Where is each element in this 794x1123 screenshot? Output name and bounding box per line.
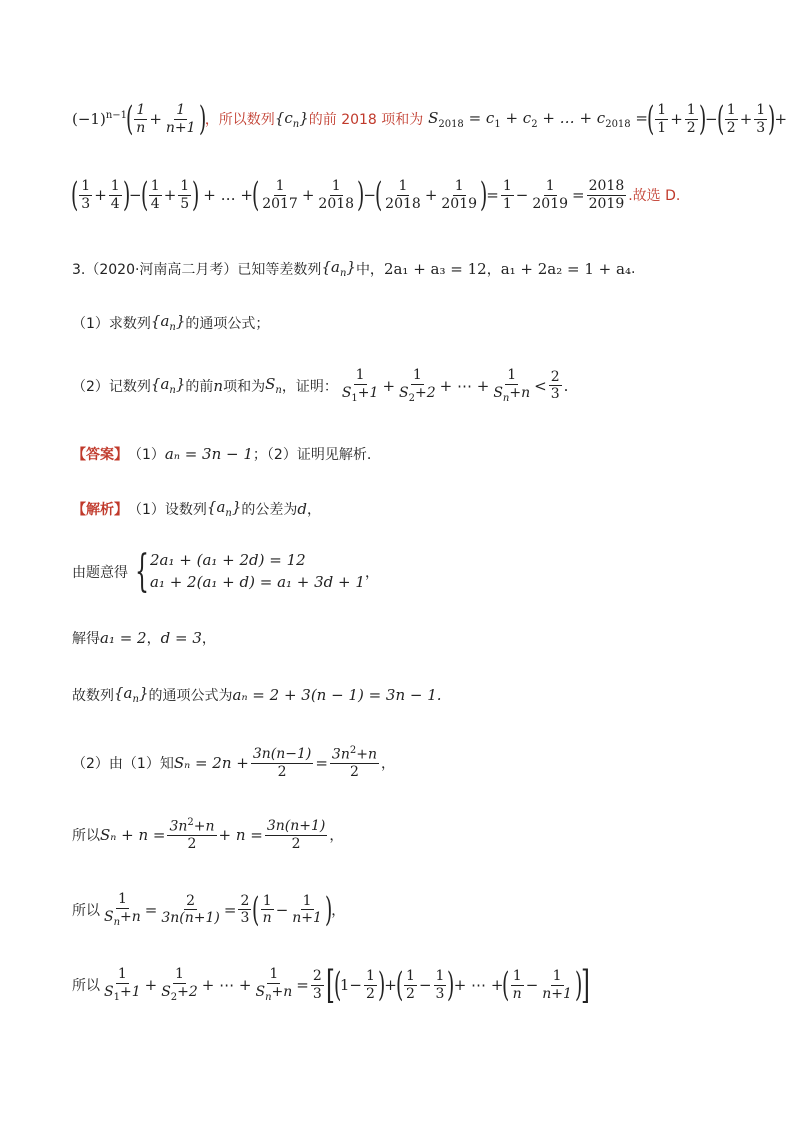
analysis-d: d [297, 499, 308, 518]
equation-system: 由题意得 { 2a₁ + (a₁ + 2d) = 12 a₁ + 2(a₁ + d) = a₁ + 3d + 1 ， [72, 546, 379, 597]
condition-2: a₁ + 2a₂ = 1 + a₄ [500, 259, 631, 278]
analysis-text-a: （1）设数列 [128, 501, 207, 518]
q2-text-c: 项和为 [223, 378, 266, 395]
solve-d: d = 3 [160, 629, 202, 647]
part2-sn: Sₙ = 2n + [173, 754, 249, 773]
q1-text-a: （1）求数列 [72, 315, 151, 332]
sign-factor: $(-1)^{n-1}$ [72, 110, 128, 128]
part2-end: ， [380, 756, 395, 773]
text-answer-d: .故选 D. [628, 188, 681, 204]
analysis-line: 【解析】 （1）设数列 $\{a_n\}$ 的公差为 d ， [72, 498, 322, 519]
system-end: ， [364, 565, 379, 581]
answer-line [72, 444, 754, 464]
text-suoyi: ，所以数列 [204, 112, 275, 128]
condition-1: 2a₁ + a₃ = 12 [383, 259, 487, 278]
q2-n: n [213, 376, 224, 395]
answer-formula: aₙ = 3n − 1 [164, 445, 253, 463]
so1-end: ， [329, 828, 344, 845]
question-1: （1）求数列 $\{a_n\}$ 的通项公式； [72, 312, 270, 333]
general-term: 故数列 $\{a_n\}$ 的通项公式为 aₙ = 2 + 3(n − 1) = 3n − 1. [72, 684, 442, 705]
problem-3-source: 3.（2020·河南高二月考）已知等差数列 [72, 261, 322, 278]
q1-text-b: 的通项公式； [185, 315, 270, 332]
analysis-tag: 【解析】 [72, 501, 128, 518]
answer-part1-label: （1） [128, 447, 165, 463]
step-reciprocal: 所以 $\frac{1}{S_n+n}$ = $\frac{2}{3n(n+1)}$ = $\frac{2}{3}$ ( $\frac{1}{n}$ − $\frac{1}{n+1}$ ) ， [72, 889, 346, 930]
so1-lead: 所以 [72, 828, 100, 845]
general-formula: aₙ = 2 + 3(n − 1) = 3n − 1. [232, 685, 442, 704]
general-text-a: 故数列 [72, 687, 114, 704]
solution-values [72, 628, 754, 648]
separator: ， [486, 261, 501, 278]
general-text-b: 的通项公式为 [148, 687, 233, 704]
so3-lead: 所以 [72, 978, 100, 994]
answer-part2: ；（2）证明见解析. [252, 447, 372, 463]
system-lead: 由题意得 [72, 565, 128, 581]
step-sum: 所以 $\frac{1}{S_1+1}$ + $\frac{1}{S_2+2}$ + ⋯ + $\frac{1}{S_n+n}$ = $\frac{2}{3}$ [ ( 1− $\frac{1}{2}$ ) + ( $\frac{1}{2}$ − $\frac{1}{3}$ ) + ⋯ + ( $\frac{1}{n}$ − $\frac{1}{n+1}$ ) ] [72, 963, 591, 1007]
so2-lead: 所以 [72, 902, 100, 919]
line-sum-telescoping: ( $\frac{1}{3}$ + $\frac{1}{4}$ ) − ( $\frac{1}{4}$ + $\frac{1}{5}$ ) + … + ( $\frac{1}{2017}$ + $\frac{1}{2018}$ ) − ( $\frac{1}{2018}$ + $\frac{1}{2019}$ ) = $\frac{1}{1}$ − $\frac{1}{2019}$ = $\frac{2018}{2019}$ .故选 D. [70, 175, 681, 215]
problem-3-statement: 3.（2020·河南高二月考）已知等差数列 $\{a_n\}$ 中， 2a₁ + a₃ = 12 ， a₁ + 2a₂ = 1 + a₄ . [72, 258, 636, 279]
step-sn-plus-n: 所以 Sₙ + n = $\frac{3n^2+n}{2}$ + n = $\frac{3n(n+1)}{2}$ ， [72, 817, 344, 853]
solve-end: ， [201, 631, 216, 647]
question-2: （2）记数列 $\{a_n\}$ 的前 n 项和为 $S_n$ ，证明： $\frac{1}{S_1+1}$ + $\frac{1}{S_2+2}$ + ⋯ + $\frac{1}{S_n+n}$ < $\frac{2}{3}$ . [72, 367, 569, 404]
period: . [630, 260, 636, 277]
answer-tag: 【答案】 [72, 447, 128, 463]
analysis-text-c: ， [307, 501, 322, 518]
part-2-sn: （2）由（1）知 Sₙ = 2n + $\frac{3n(n-1)}{2}$ = $\frac{3n^2+n}{2}$ ， [72, 745, 395, 781]
system-eq-2: a₁ + 2(a₁ + d) = a₁ + 3d + 1 [150, 573, 365, 591]
so1-lhs: Sₙ + n = [100, 826, 166, 845]
q2-Sn: S [265, 375, 276, 394]
so2-end: ， [331, 902, 346, 919]
text-qian-2018: 的前 2018 项和为 [308, 112, 424, 128]
q2-text-d: ，证明： [281, 378, 338, 395]
text-zhong: 中， [355, 261, 384, 278]
solve-a1: a₁ = 2 [100, 629, 147, 647]
q2-text-b: 的前 [185, 378, 214, 395]
part2-lead: （2）由（1）知 [72, 756, 174, 773]
analysis-text-b: 的公差为 [241, 501, 298, 518]
system-eq-1: 2a₁ + (a₁ + 2d) = 12 [150, 551, 306, 570]
solve-lead: 解得 [72, 631, 100, 647]
q2-text-a: （2）记数列 [72, 378, 151, 395]
solve-sep: ， [146, 631, 161, 647]
line-sum-intro: $(-1)^{n-1}$ ( $\frac{1}{n}$ + $\frac{1}{n+1}$ ) ，所以数列 $\{c_n\}$ 的前 2018 项和为 $S_{2018} = c_1 + c_2$ + … + $c_{2018}$ = ( $\frac{1}{1}$ + $\frac{1}{2}$ ) − ( $\frac{1}{2}$ + $\frac{1}{3}$ ) + [72, 99, 788, 139]
